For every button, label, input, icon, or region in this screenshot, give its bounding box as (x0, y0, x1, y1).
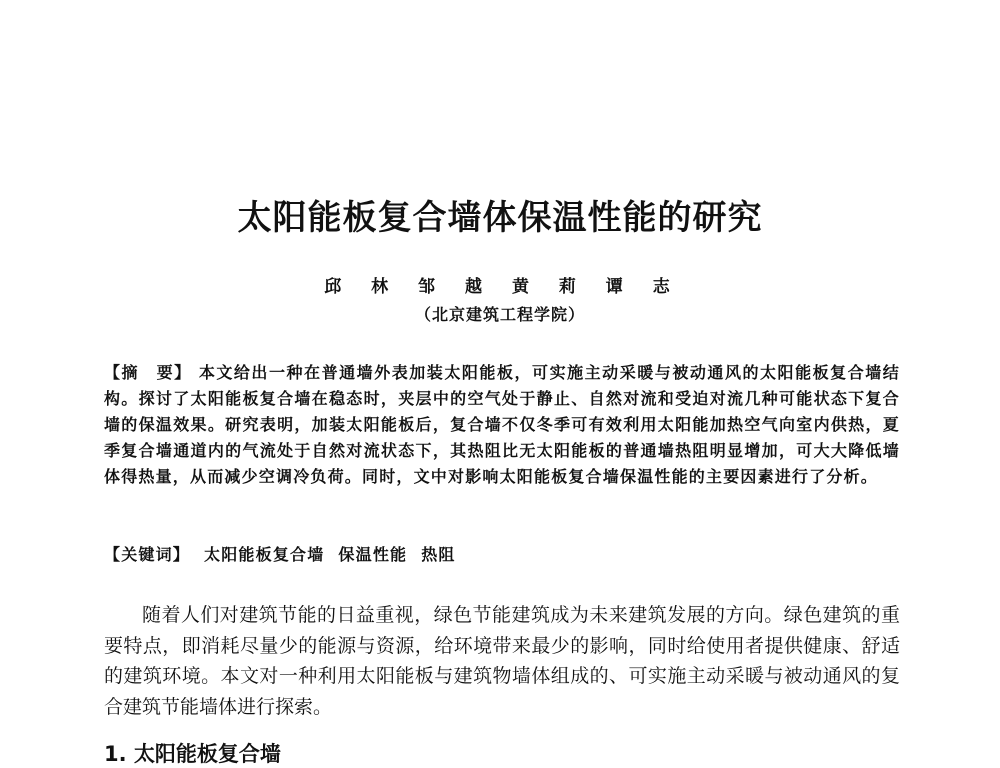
author-name: 黄 莉 (511, 277, 582, 297)
abstract (104, 360, 900, 490)
author-name: 谭 志 (605, 277, 676, 297)
keyword: 热阻 (421, 545, 456, 564)
paper-title: 太阳能板复合墙体保温性能的研究 (237, 198, 763, 238)
keyword: 太阳能板复合墙 (204, 545, 325, 564)
intro-paragraph: 随着人们对建筑节能的日益重视，绿色节能建筑成为未来建筑发展的方向。绿色建筑的重要特点，即消耗尽量少的能源与资源，给环境带来最少的影响，同时给使用者提供健康、舒适的建筑环境。本文对一种利用太阳能板与建筑物墙体组成的、可实施主动采暖与被动通风的复合建筑节能墙体进行探索。 (104, 604, 900, 718)
abstract-label: 【摘 要】 (104, 363, 192, 382)
author-list (0, 272, 1000, 297)
section-heading: 1. 太阳能板复合墙 (104, 742, 281, 766)
keyword: 保温性能 (338, 545, 408, 564)
keywords (104, 542, 900, 568)
abstract-text: 本文给出一种在普通墙外表加装太阳能板，可实施主动采暖与被动通风的太阳能板复合墙结构。探讨了太阳能板复合墙在稳态时，夹层中的空气处于静止、自然对流和受迫对流几种可能状态下复合墙的保温效果。研究表明，加装太阳能板后，复合墙不仅冬季可有效利用太阳能加热空气向室内供热，夏季复合墙通道内的气流处于自然对流状态下，其热阻比无太阳能板的普通墙热阻明显增加，可大大降低墙体得热量，从而减少空调冷负荷。同时，文中对影响太阳能板复合墙保温性能的主要因素进行了分析。 (104, 363, 900, 486)
author-name: 邹 越 (418, 277, 489, 297)
author-name: 邱 林 (324, 277, 395, 297)
author-affiliation: （北京建筑工程学院） (414, 305, 585, 324)
keywords-label: 【关键词】 (104, 545, 191, 564)
